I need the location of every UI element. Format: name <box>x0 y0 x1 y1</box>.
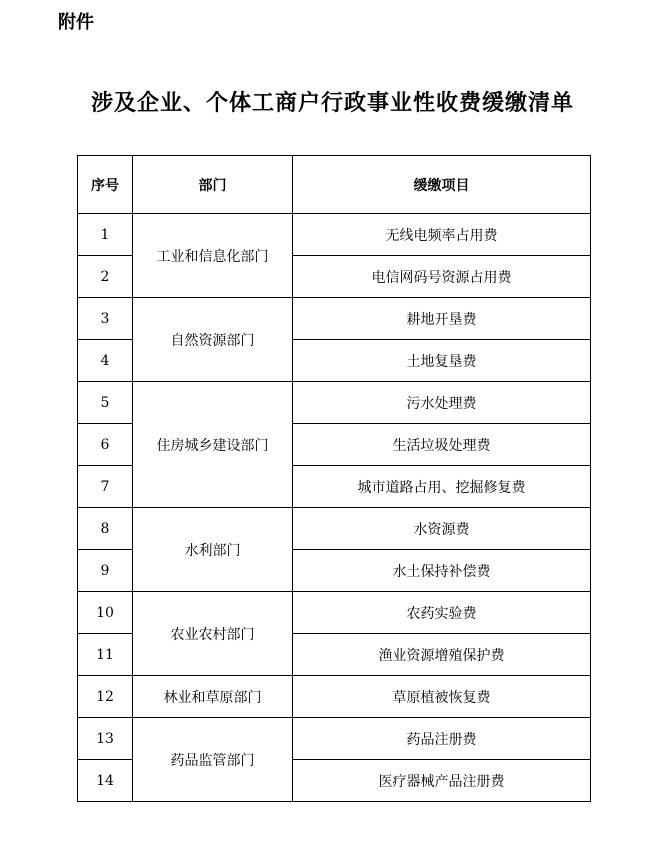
serial-cell: 3 <box>78 298 133 340</box>
department-cell: 工业和信息化部门 <box>133 214 293 298</box>
department-cell: 自然资源部门 <box>133 298 293 382</box>
department-cell: 药品监管部门 <box>133 718 293 802</box>
department-cell: 林业和草原部门 <box>133 676 293 718</box>
fee-item-cell: 耕地开垦费 <box>293 298 591 340</box>
attachment-label: 附件 <box>58 12 94 33</box>
serial-cell: 1 <box>78 214 133 256</box>
fee-item-cell: 电信网码号资源占用费 <box>293 256 591 298</box>
fee-item-cell: 农药实验费 <box>293 592 591 634</box>
fee-item-cell: 水土保持补偿费 <box>293 550 591 592</box>
table-row <box>78 676 591 718</box>
serial-cell: 8 <box>78 508 133 550</box>
serial-cell: 4 <box>78 340 133 382</box>
serial-cell: 13 <box>78 718 133 760</box>
serial-cell: 7 <box>78 466 133 508</box>
serial-cell: 6 <box>78 424 133 466</box>
table-row <box>78 592 591 634</box>
fee-item-cell: 无线电频率占用费 <box>293 214 591 256</box>
serial-cell: 9 <box>78 550 133 592</box>
fee-item-cell: 城市道路占用、挖掘修复费 <box>293 466 591 508</box>
serial-cell: 11 <box>78 634 133 676</box>
fee-item-cell: 渔业资源增殖保护费 <box>293 634 591 676</box>
serial-cell: 10 <box>78 592 133 634</box>
department-cell: 住房城乡建设部门 <box>133 382 293 508</box>
page-title: 涉及企业、个体工商户行政事业性收费缓缴清单 <box>90 90 574 116</box>
fee-item-cell: 草原植被恢复费 <box>293 676 591 718</box>
serial-cell: 12 <box>78 676 133 718</box>
table-row <box>78 508 591 550</box>
serial-cell: 5 <box>78 382 133 424</box>
fee-deferral-table <box>77 155 591 802</box>
fee-item-cell: 生活垃圾处理费 <box>293 424 591 466</box>
table-row <box>78 214 591 256</box>
fee-item-cell: 水资源费 <box>293 508 591 550</box>
header-serial: 序号 <box>78 156 133 214</box>
table-row <box>78 718 591 760</box>
table-row <box>78 298 591 340</box>
fee-item-cell: 污水处理费 <box>293 382 591 424</box>
header-department: 部门 <box>133 156 293 214</box>
serial-cell: 2 <box>78 256 133 298</box>
table-row <box>78 382 591 424</box>
department-cell: 水利部门 <box>133 508 293 592</box>
fee-item-cell: 土地复垦费 <box>293 340 591 382</box>
serial-cell: 14 <box>78 760 133 802</box>
table-header-row <box>78 156 591 214</box>
fee-item-cell: 药品注册费 <box>293 718 591 760</box>
header-item: 缓缴项目 <box>293 156 591 214</box>
department-cell: 农业农村部门 <box>133 592 293 676</box>
fee-item-cell: 医疗器械产品注册费 <box>293 760 591 802</box>
